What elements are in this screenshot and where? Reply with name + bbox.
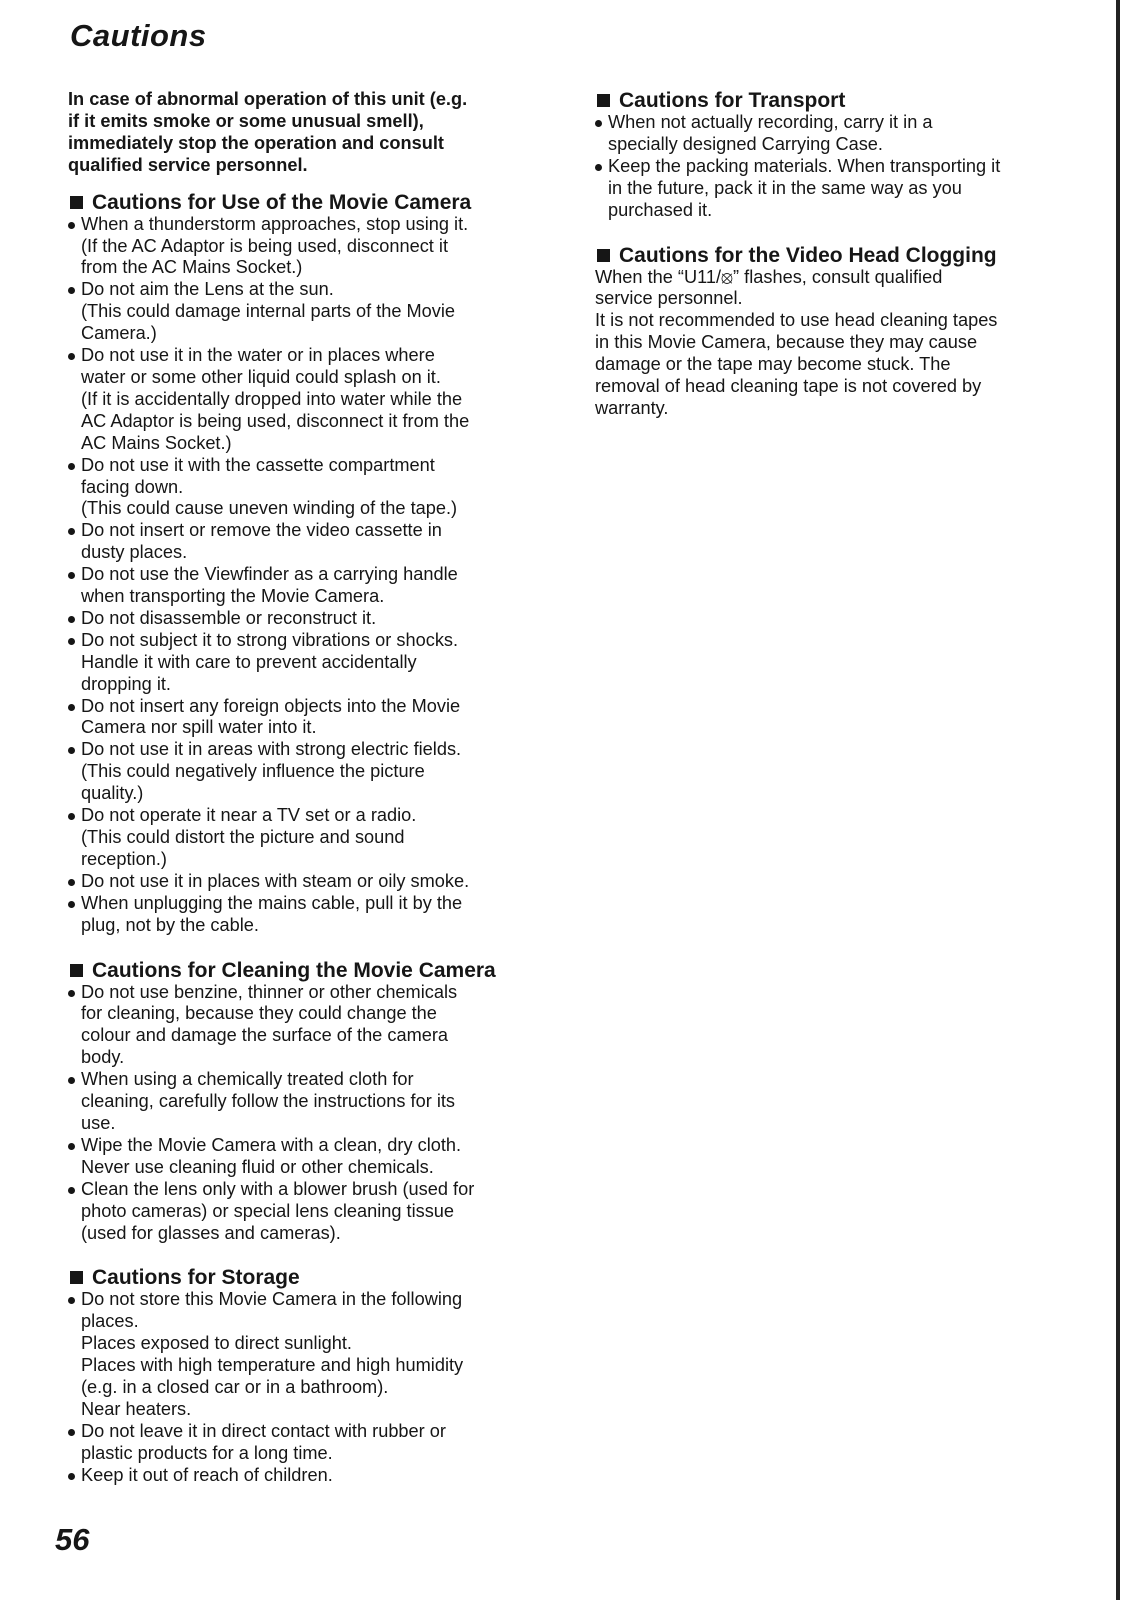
list-item xyxy=(68,455,538,521)
item-line: Do not subject it to strong vibrations or shocks. xyxy=(81,629,459,650)
item-line: Keep it out of reach of children. xyxy=(81,1464,333,1485)
list-item xyxy=(68,608,538,630)
bullet-icon xyxy=(68,1077,75,1084)
section-heading-text: Cautions for Storage xyxy=(92,1266,300,1290)
item-line: reception.) xyxy=(81,848,167,869)
item-line: from the AC Mains Socket.) xyxy=(81,257,303,278)
list-item xyxy=(68,805,538,871)
item-line: use. xyxy=(81,1112,116,1133)
item-line: for cleaning, because they could change the xyxy=(81,1003,437,1024)
left-sections xyxy=(68,191,538,1487)
item-line: photo cameras) or special lens cleaning tissue xyxy=(81,1200,455,1221)
list-item xyxy=(68,1069,538,1135)
bullet-icon xyxy=(68,528,75,535)
bullet-icon xyxy=(68,1187,75,1194)
caution-list xyxy=(595,112,1045,222)
caution-section xyxy=(68,959,538,1245)
paragraph-line: in this Movie Camera, because they may cause xyxy=(595,332,978,353)
section-heading xyxy=(595,89,1045,112)
item-line: (used for glasses and cameras). xyxy=(81,1222,341,1243)
section-paragraph xyxy=(595,267,1045,420)
intro-line: immediately stop the operation and consult xyxy=(68,132,444,153)
bullet-icon xyxy=(68,463,75,470)
bullet-icon xyxy=(595,120,602,127)
list-item xyxy=(68,893,538,937)
section-heading-text: Cautions for Transport xyxy=(619,89,846,112)
list-item xyxy=(68,630,538,696)
page-title: Cautions xyxy=(70,18,207,53)
bullet-icon xyxy=(68,1143,75,1150)
bullet-icon xyxy=(68,704,75,711)
bullet-icon xyxy=(68,1297,75,1304)
item-line: Camera nor spill water into it. xyxy=(81,717,317,738)
bullet-icon xyxy=(68,616,75,623)
intro-line: In case of abnormal operation of this unit (e.g. xyxy=(68,89,468,109)
square-bullet-icon xyxy=(70,1271,83,1284)
list-item xyxy=(68,1135,538,1179)
item-line: plug, not by the cable. xyxy=(81,914,259,935)
item-line: Do not insert or remove the video cassette in xyxy=(81,520,442,541)
item-line: (This could negatively influence the picture xyxy=(81,761,425,782)
item-line: body. xyxy=(81,1047,125,1068)
item-line: Do not leave it in direct contact with rubber or xyxy=(81,1420,446,1441)
item-line: Do not operate it near a TV set or a radio. xyxy=(81,805,417,826)
list-item xyxy=(68,1179,538,1245)
item-line: specially designed Carrying Case. xyxy=(608,133,883,154)
square-bullet-icon xyxy=(70,196,83,209)
item-line: When using a chemically treated cloth for xyxy=(81,1069,414,1090)
bullet-icon xyxy=(68,572,75,579)
item-line: places. xyxy=(81,1311,139,1332)
item-line: when transporting the Movie Camera. xyxy=(81,586,385,607)
list-item xyxy=(68,564,538,608)
item-line: purchased it. xyxy=(608,199,713,220)
section-heading-text: Cautions for Use of the Movie Camera xyxy=(92,190,472,214)
bullet-icon xyxy=(68,1429,75,1436)
item-line: Camera.) xyxy=(81,323,157,344)
section-heading xyxy=(595,244,1045,267)
list-item xyxy=(68,345,538,455)
item-line: dropping it. xyxy=(81,673,171,694)
section-heading-text: Cautions for Cleaning the Movie Camera xyxy=(92,958,496,982)
item-line: Do not insert any foreign objects into the Movie xyxy=(81,695,461,716)
left-column xyxy=(68,89,538,1509)
item-line: (This could distort the picture and sound xyxy=(81,827,405,847)
bullet-icon xyxy=(68,990,75,997)
item-line: quality.) xyxy=(81,783,144,804)
list-item xyxy=(68,739,538,805)
paragraph-line: When the “U11/⦻” flashes, consult qualified xyxy=(595,266,943,287)
paragraph-line: service personnel. xyxy=(595,288,743,309)
bullet-icon xyxy=(68,879,75,886)
bullet-icon xyxy=(68,222,75,229)
list-item xyxy=(595,112,1045,156)
bullet-icon xyxy=(595,164,602,171)
item-line: Do not disassemble or reconstruct it. xyxy=(81,607,377,628)
item-line: When not actually recording, carry it in a xyxy=(608,112,933,132)
list-item xyxy=(68,1289,538,1420)
list-item xyxy=(68,520,538,564)
square-bullet-icon xyxy=(597,94,610,107)
section-heading-text: Cautions for the Video Head Clogging xyxy=(619,243,997,267)
caution-list xyxy=(68,1289,538,1486)
item-line: Do not use benzine, thinner or other chemicals xyxy=(81,981,458,1002)
item-line: colour and damage the surface of the camera xyxy=(81,1025,449,1046)
square-bullet-icon xyxy=(70,964,83,977)
list-item xyxy=(595,156,1045,222)
bullet-icon xyxy=(68,287,75,294)
item-line: Places with high temperature and high humidity xyxy=(81,1355,464,1376)
item-line: water or some other liquid could splash on it. xyxy=(81,366,441,387)
item-line: Places exposed to direct sunlight. xyxy=(81,1333,352,1354)
item-line: AC Adaptor is being used, disconnect it from the xyxy=(81,410,470,431)
item-line: When unplugging the mains cable, pull it by the xyxy=(81,892,463,913)
caution-section xyxy=(595,244,1045,420)
item-line: plastic products for a long time. xyxy=(81,1442,333,1463)
item-line: Never use cleaning fluid or other chemicals. xyxy=(81,1156,434,1177)
item-line: facing down. xyxy=(81,476,184,497)
bullet-icon xyxy=(68,747,75,754)
intro-line: if it emits smoke or some unusual smell), xyxy=(68,110,424,131)
item-line: Do not aim the Lens at the sun. xyxy=(81,279,334,300)
item-line: (e.g. in a closed car or in a bathroom). xyxy=(81,1377,389,1398)
caution-list xyxy=(68,982,538,1245)
paragraph-line: damage or the tape may become stuck. The xyxy=(595,354,951,375)
item-line: Do not use it in places with steam or oily smoke. xyxy=(81,870,470,891)
item-line: Do not use it with the cassette compartment xyxy=(81,454,435,475)
item-line: Do not use the Viewfinder as a carrying handle xyxy=(81,564,458,585)
list-item xyxy=(68,1465,538,1487)
list-item xyxy=(68,871,538,893)
item-line: When a thunderstorm approaches, stop using it. xyxy=(81,213,469,234)
item-line: cleaning, carefully follow the instructions for its xyxy=(81,1091,456,1112)
list-item xyxy=(68,214,538,280)
page-number: 56 xyxy=(55,1522,90,1557)
paragraph-line: warranty. xyxy=(595,397,669,418)
item-line: Do not use it in the water or in places where xyxy=(81,345,435,366)
item-line: Near heaters. xyxy=(81,1398,192,1419)
intro-line: qualified service personnel. xyxy=(68,154,308,175)
list-item xyxy=(68,696,538,740)
item-line: (If the AC Adaptor is being used, disconnect it xyxy=(81,235,448,256)
list-item xyxy=(68,279,538,345)
bullet-icon xyxy=(68,1473,75,1480)
item-line: in the future, pack it in the same way as you xyxy=(608,177,962,198)
caution-section xyxy=(68,1266,538,1486)
caution-section xyxy=(68,191,538,937)
paragraph-line: It is not recommended to use head cleaning tapes xyxy=(595,310,998,331)
item-line: Clean the lens only with a blower brush (used for xyxy=(81,1178,475,1199)
item-line: Wipe the Movie Camera with a clean, dry cloth. xyxy=(81,1134,462,1155)
page-edge-rule xyxy=(1116,0,1120,1600)
list-item xyxy=(68,982,538,1070)
item-line: (If it is accidentally dropped into water while the xyxy=(81,388,463,409)
list-item xyxy=(68,1421,538,1465)
item-line: AC Mains Socket.) xyxy=(81,432,232,453)
caution-section xyxy=(595,89,1045,222)
section-heading xyxy=(68,1266,538,1289)
right-column xyxy=(595,89,1045,442)
caution-list xyxy=(68,214,538,937)
item-line: Do not store this Movie Camera in the following xyxy=(81,1289,463,1310)
item-line: Do not use it in areas with strong electric fields. xyxy=(81,739,462,760)
bullet-icon xyxy=(68,813,75,820)
paragraph-line: removal of head cleaning tape is not covered by xyxy=(595,376,982,397)
section-heading xyxy=(68,959,538,982)
item-line: dusty places. xyxy=(81,542,188,563)
bullet-icon xyxy=(68,353,75,360)
section-heading xyxy=(68,191,538,214)
intro-warning xyxy=(68,89,538,177)
item-line: Keep the packing materials. When transporting it xyxy=(608,155,1001,176)
item-line: Handle it with care to prevent accidentally xyxy=(81,651,417,672)
item-line: (This could cause uneven winding of the tape.) xyxy=(81,498,458,519)
item-line: (This could damage internal parts of the Movie xyxy=(81,301,456,322)
bullet-icon xyxy=(68,901,75,908)
square-bullet-icon xyxy=(597,249,610,262)
right-sections xyxy=(595,89,1045,420)
bullet-icon xyxy=(68,638,75,645)
